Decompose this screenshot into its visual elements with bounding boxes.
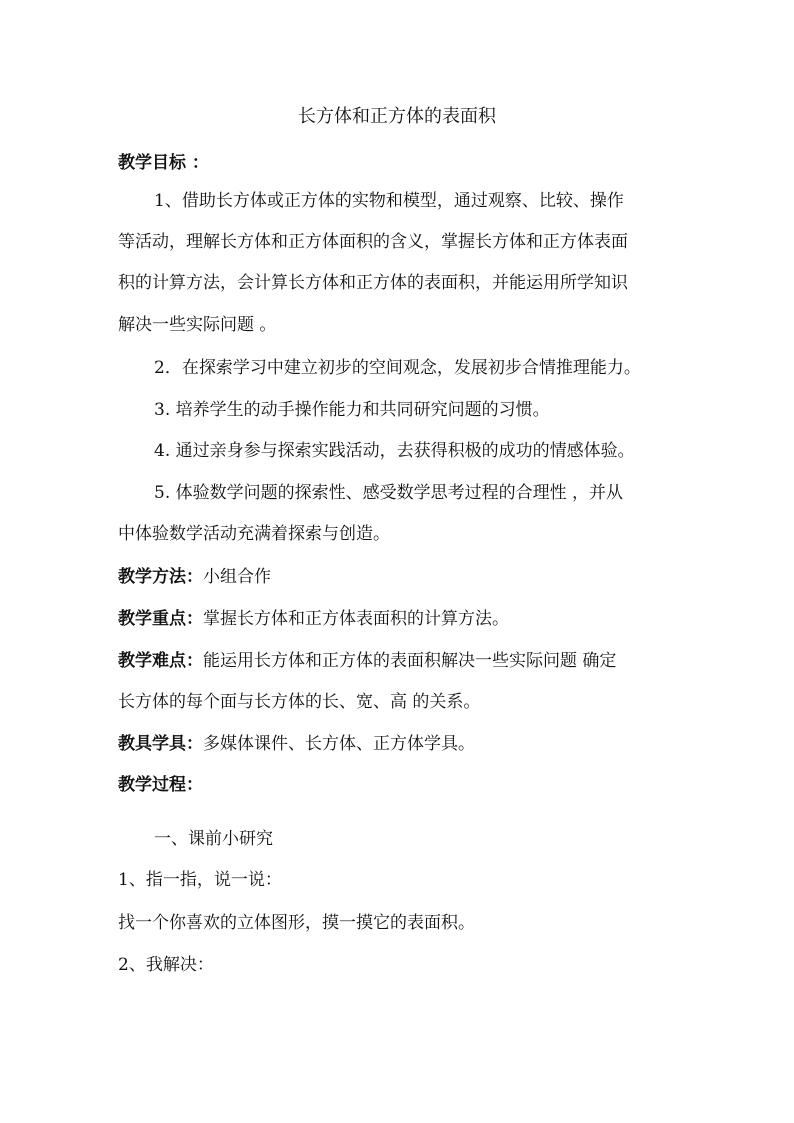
teaching-method-value: 小组合作 [203, 567, 271, 587]
section-1-heading: 一、课前小研究 [154, 829, 273, 849]
key-point-label: 教学重点： [118, 609, 203, 629]
difficulty-label: 教学难点： [118, 651, 203, 671]
item-2: 2、我解决： [118, 955, 214, 975]
materials [118, 731, 688, 757]
objective-1-line-3: 积的计算方法，会计算长方体和正方体的表面积，并能运用所学知识 [118, 273, 628, 293]
teaching-method-label: 教学方法： [118, 567, 203, 587]
teaching-method [118, 564, 688, 590]
objectives-heading: 教学目标 ： [118, 153, 209, 173]
materials-value: 多媒体课件、长方体、正方体学具。 [203, 734, 475, 754]
objective-1-line-1: 1、借助长方体或正方体的实物和模型，通过观察、比较、操作 [154, 191, 624, 211]
objective-4: 4. 通过亲身参与探索实践活动，去获得积极的成功的情感体验。 [154, 441, 635, 461]
objective-1-line-4: 解决一些实际问题 。 [118, 315, 277, 335]
difficulty-value-line-1: 能运用长方体和正方体的表面积解决一些实际问题 确定 [203, 651, 617, 671]
item-1: 1、指一指，说一说： [118, 870, 282, 890]
materials-label: 教具学具： [118, 734, 203, 754]
objective-5-line-1: 5. 体验数学问题的探索性、感受数学思考过程的合理性 ，并从 [154, 483, 624, 503]
key-point-value: 掌握长方体和正方体表面积的计算方法。 [203, 609, 509, 629]
objective-3: 3. 培养学生的动手操作能力和共同研究问题的习惯。 [154, 400, 550, 420]
objective-2: 2．在探索学习中建立初步的空间观念，发展初步合情推理能力。 [154, 358, 641, 378]
process-heading: 教学过程： [118, 775, 203, 795]
key-point [118, 606, 688, 632]
difficulty-line-1 [118, 648, 688, 674]
difficulty-line-2: 长方体的每个面与长方体的长、宽、高 的关系。 [118, 692, 481, 712]
objective-1-line-2: 等活动，理解长方体和正方体面积的含义，掌握长方体和正方体表面 [118, 232, 628, 252]
item-1-text: 找一个你喜欢的立体图形，摸一摸它的表面积。 [118, 913, 475, 933]
objective-5-line-2: 中体验数学活动充满着探索与创造。 [118, 524, 390, 544]
document-title: 长方体和正方体的表面积 [298, 106, 496, 127]
